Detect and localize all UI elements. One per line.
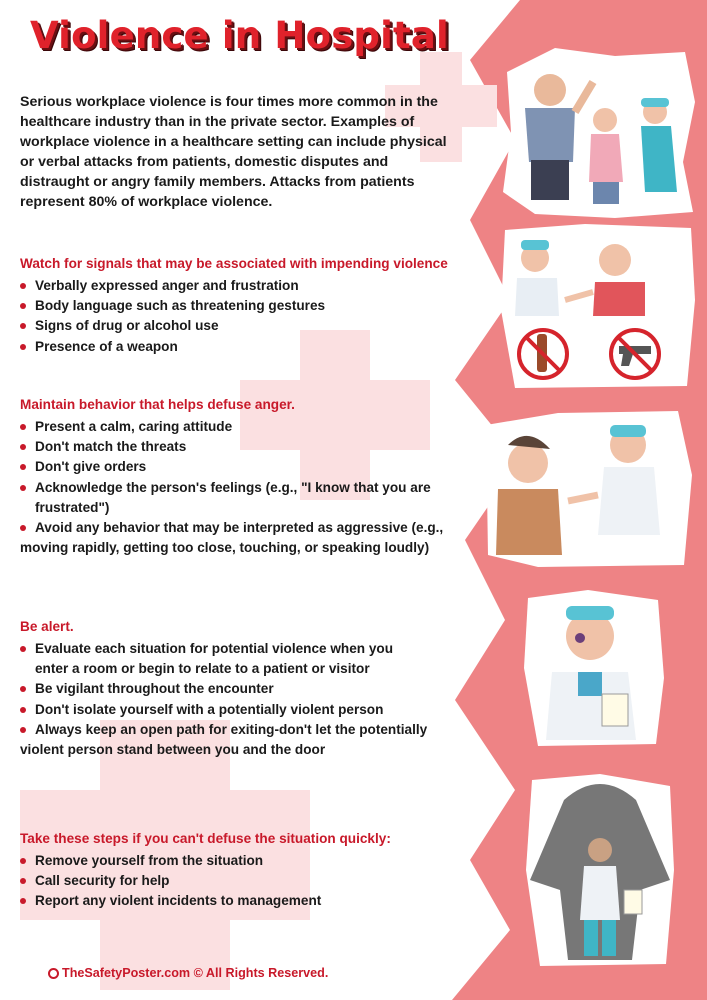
list-item: Don't match the threats: [20, 437, 460, 457]
list-item: Remove yourself from the situation: [20, 851, 460, 871]
section-heading: Maintain behavior that helps defuse anger.: [20, 397, 295, 412]
page-title: Violence in Hospital: [30, 14, 449, 57]
section-heading: Take these steps if you can't defuse the situation quickly:: [20, 831, 391, 846]
section-be-alert: [20, 618, 460, 760]
section-defuse-anger: [20, 396, 460, 558]
injured-doctor-illustration: [518, 588, 668, 748]
copyright-icon: [48, 968, 59, 979]
section-heading: Watch for signals that may be associated with impending violence: [20, 256, 448, 271]
no-weapon-icon: [611, 330, 659, 378]
list-item: Body language such as threatening gestures: [20, 296, 460, 316]
list-item: Presence of a weapon: [20, 337, 460, 357]
list-item: Report any violent incidents to management: [20, 891, 460, 911]
list-item: Acknowledge the person's feelings (e.g., "I know that you are frustrated"): [20, 478, 435, 518]
list-item: Don't give orders: [20, 457, 460, 477]
angry-patient-illustration: [495, 220, 700, 390]
aggressive-family-illustration: [495, 42, 700, 220]
section-heading: Be alert.: [20, 619, 74, 634]
list-item: Avoid any behavior that may be interpreted as aggressive (e.g., moving rapidly, getting too close, touching, or speaking loudly): [20, 518, 445, 558]
list-item: Verbally expressed anger and frustration: [20, 276, 460, 296]
no-alcohol-icon: [519, 330, 567, 378]
section-cannot-defuse: [20, 830, 460, 912]
section-warning-signals: [20, 255, 460, 357]
list-item: Present a calm, caring attitude: [20, 417, 460, 437]
list-item: Always keep an open path for exiting-don't let the potentially violent person stand between you and the door: [20, 720, 440, 760]
list-item: Be vigilant throughout the encounter: [20, 679, 460, 699]
list-item: Evaluate each situation for potential violence when you enter a room or begin to relate to a patient or visitor: [20, 639, 420, 679]
list-item: Signs of drug or alcohol use: [20, 316, 460, 336]
shadow-threat-illustration: [520, 770, 680, 970]
list-item: Don't isolate yourself with a potentially violent person: [20, 700, 460, 720]
calm-doctor-illustration: [478, 405, 700, 570]
list-item: Call security for help: [20, 871, 460, 891]
footer-copyright: TheSafetyPoster.com © All Rights Reserved.: [48, 966, 328, 980]
intro-paragraph: Serious workplace violence is four times more common in the healthcare industry than in the private sector. Examples of workplace violence in a healthcare setting can include physical or verbal attacks from patients, domestic disputes and distraught or angry family members. Attacks from patients represent 80% of workplace violence.: [20, 94, 447, 210]
